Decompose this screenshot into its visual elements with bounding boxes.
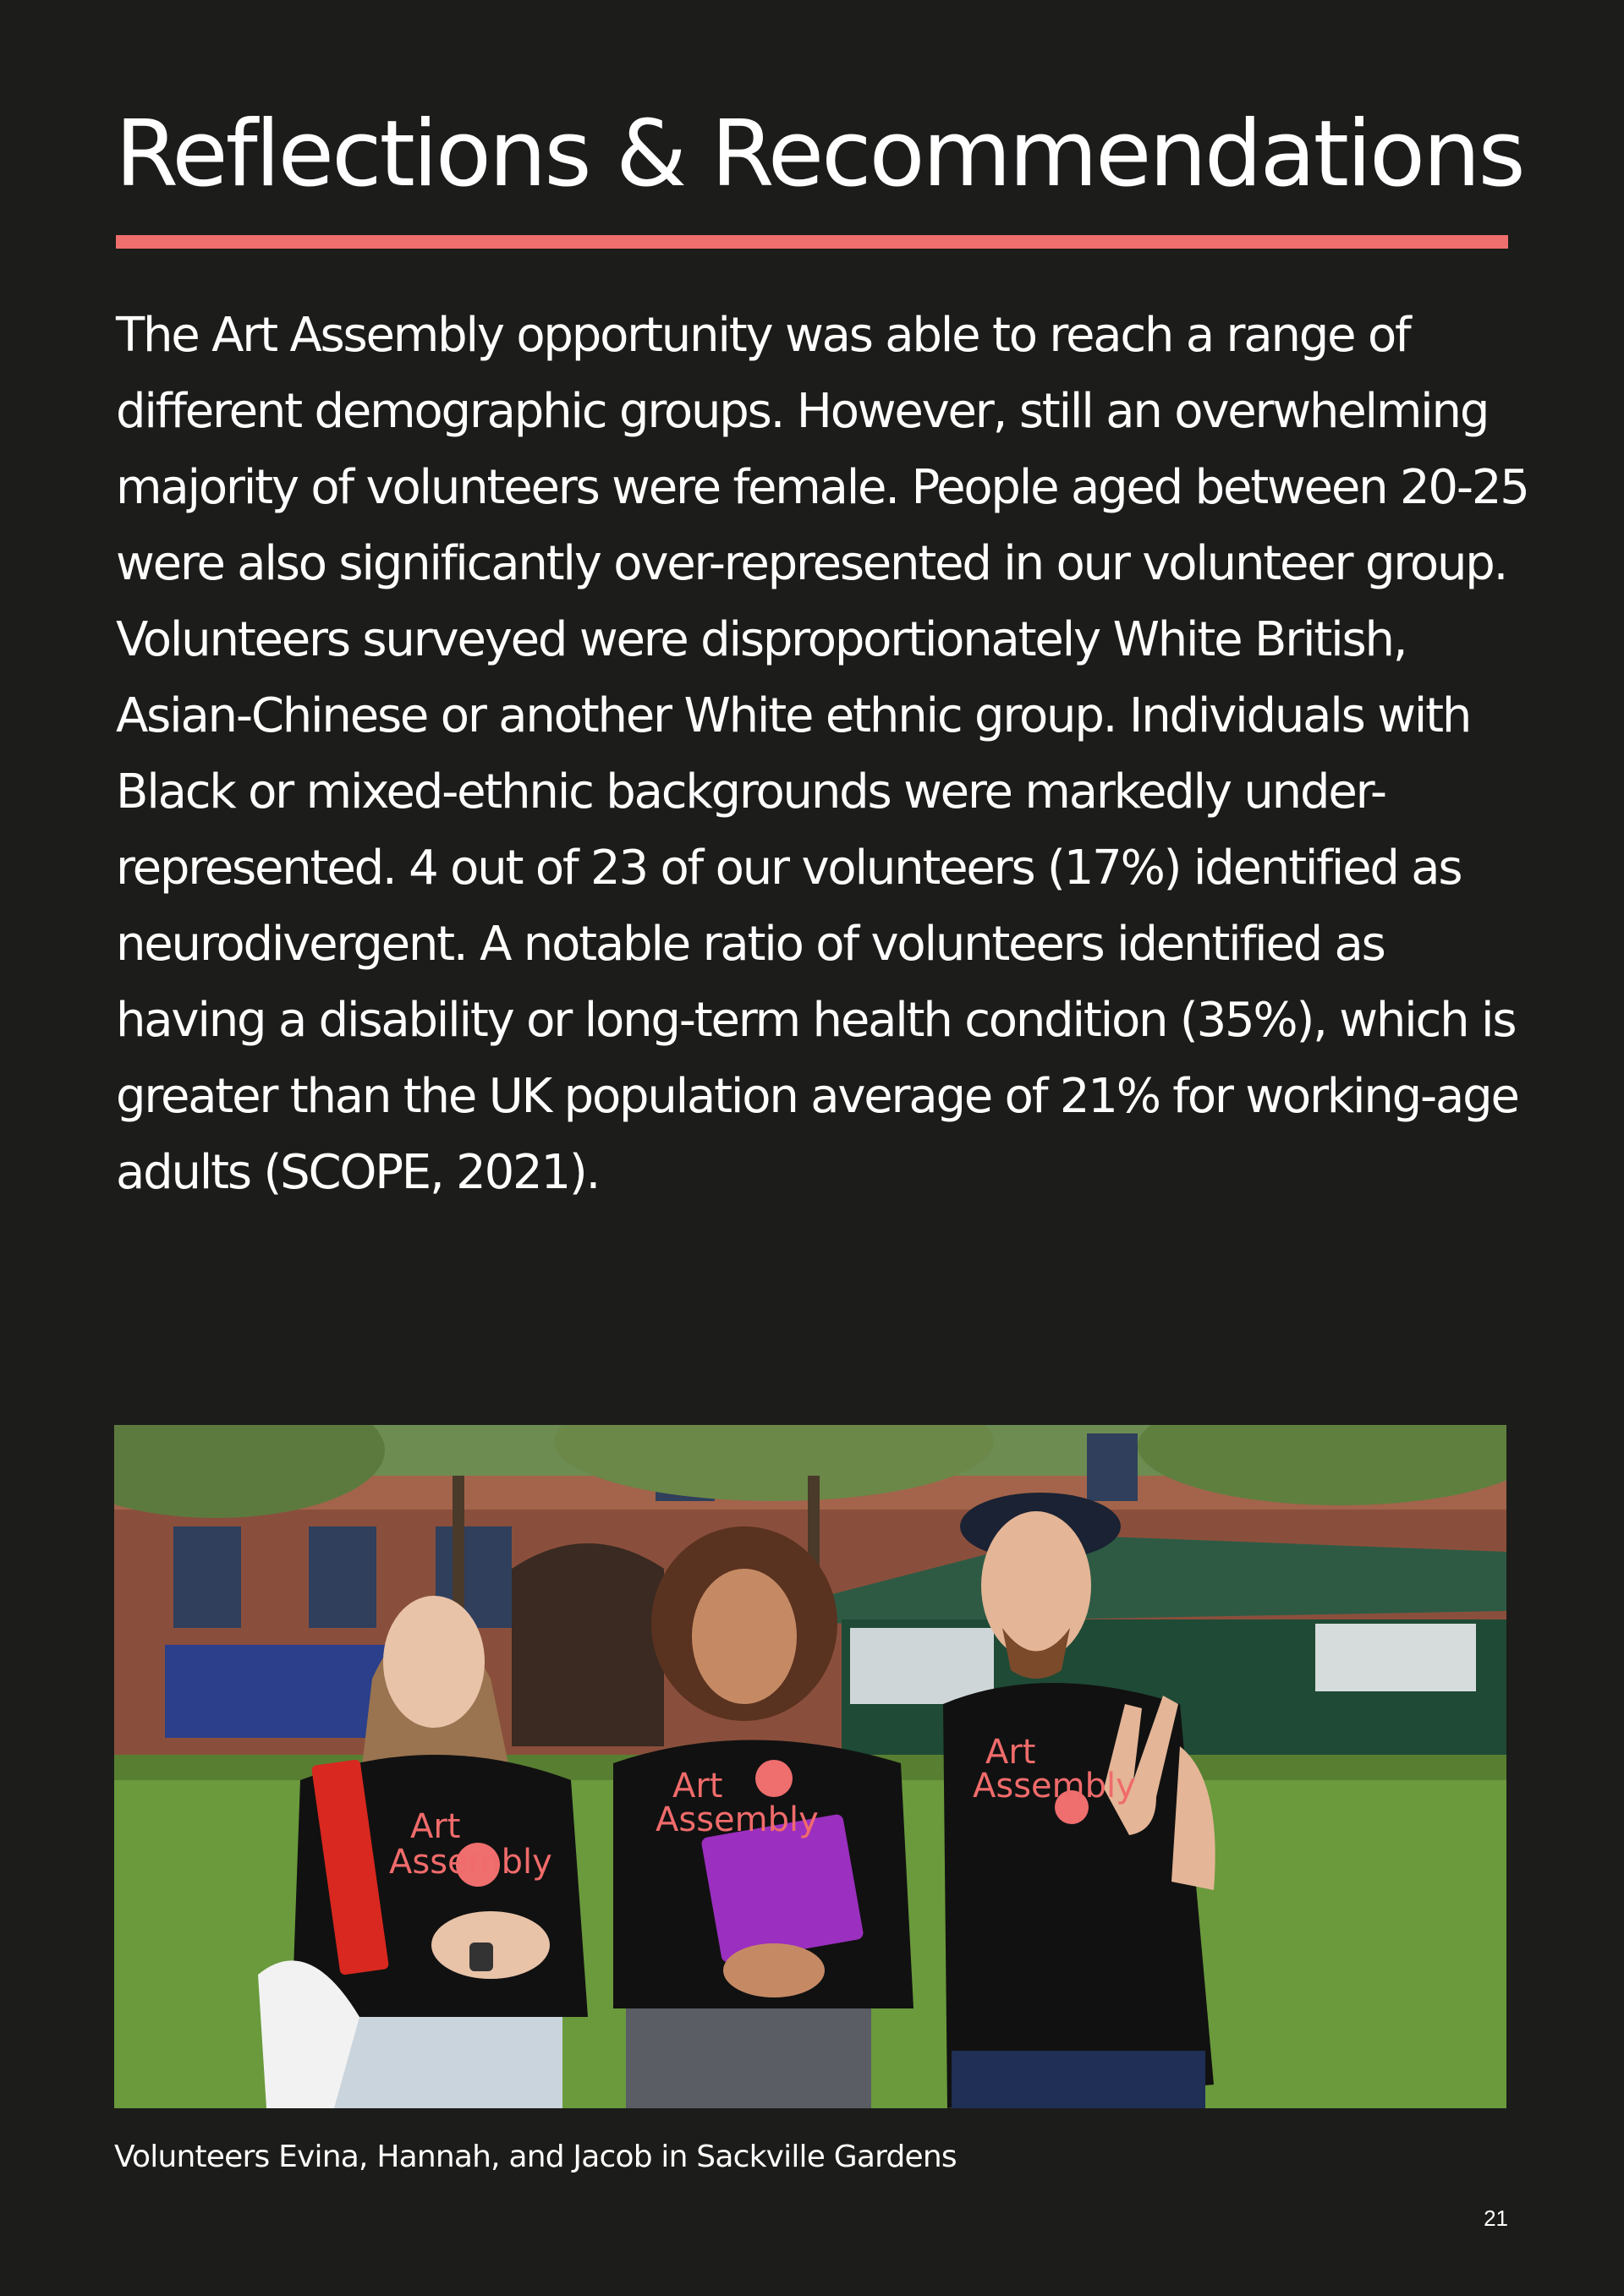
tshirt-text-jacob-2: Assembly xyxy=(973,1767,1136,1806)
photo-caption: Volunteers Evina, Hannah, and Jacob in Sackville Gardens xyxy=(114,2140,957,2174)
page-title: Reflections & Recommendations xyxy=(115,101,1523,207)
body-paragraph: The Art Assembly opportunity was able to reach a range of different demographic groups. However, still an overwhelming majority of volunteers were female. People aged between 20-25 were also significantly over-represented in our volunteer group. Volunteers surveyed were disproportionately White British, Asian-Chinese or another White ethnic group. Individuals with Black or mixed-ethnic backgrounds were markedly under-represented. 4 out of 23 of our volunteers (17%) identified as neurodivergent. A notable ratio of volunteers identified as having a disability or long-term health condition (35%), which is greater than the UK population average of 21% for working-age adults (SCOPE, 2021). xyxy=(116,308,1528,1200)
tshirt-text-hannah-2: Assembly xyxy=(656,1800,819,1839)
title-underline xyxy=(116,235,1508,249)
tshirt-text-hannah-1: Art xyxy=(672,1767,723,1806)
tshirt-text-jacob-1: Art xyxy=(985,1733,1036,1772)
volunteers-photo xyxy=(114,1425,1506,2108)
page-number: 21 xyxy=(1484,2206,1508,2231)
tshirt-text-evina-1: Art xyxy=(410,1807,461,1846)
tshirt-text-evina-2: Assembly xyxy=(389,1843,552,1882)
